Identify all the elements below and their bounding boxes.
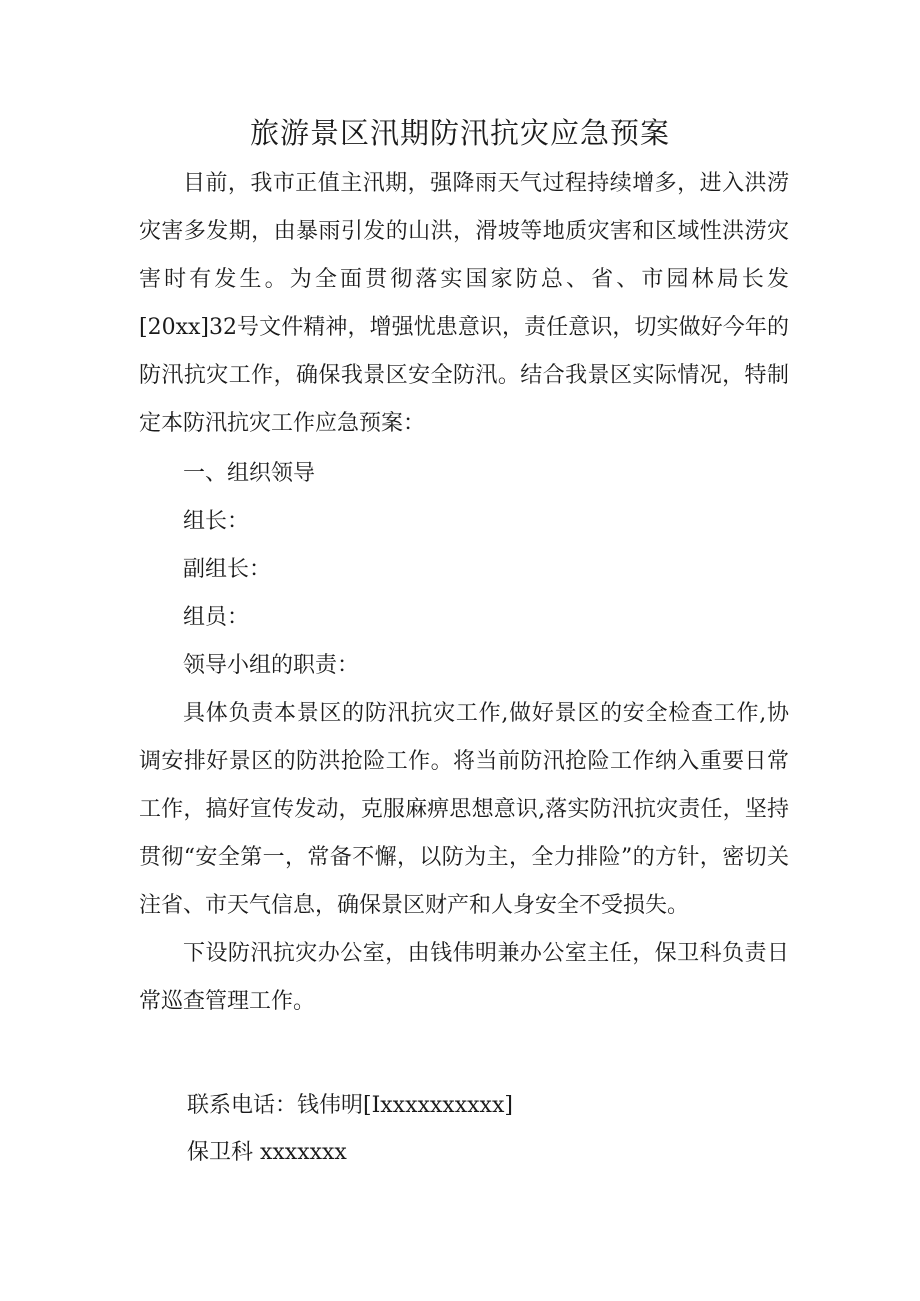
members-line: 组员： bbox=[183, 605, 250, 630]
office-paragraph: 下设防汛抗灾办公室，由钱伟明兼办公室主任，保卫科负责日常巡查管理工作。 bbox=[139, 941, 789, 1014]
duties-paragraph: 具体负责本景区的防汛抗灾工作,做好景区的安全检查工作,协调安排好景区的防洪抢险工作。将当前防汛抢险工作纳入重要日常工作，搞好宣传发动，克服麻痹思想意识,落实防汛抗灾责任，坚持贯彻“安全第一，常备不懈，以防为主，全力排险”的方针，密切关注省、市天气信息，确保景区财产和人身安全不受损失。 bbox=[139, 701, 789, 918]
section-heading-organization: 一、组织领导 bbox=[183, 461, 316, 486]
security-office-line: 保卫科 xxxxxxx bbox=[187, 1140, 347, 1165]
duties-heading: 领导小组的职责： bbox=[183, 653, 360, 678]
document-body bbox=[139, 160, 789, 1026]
contact-phone-line: 联系电话：钱伟明[Ixxxxxxxxxx] bbox=[187, 1093, 513, 1118]
leader-line: 组长： bbox=[183, 509, 250, 534]
document-title: 旅游景区汛期防汛抗灾应急预案 bbox=[249, 116, 670, 150]
deputy-leader-line: 副组长： bbox=[183, 557, 272, 582]
intro-paragraph: 目前，我市正值主汛期，强降雨天气过程持续增多，进入洪涝灾害多发期，由暴雨引发的山洪，滑坡等地质灾害和区域性洪涝灾害时有发生。为全面贯彻落实国家防总、省、市园林局长发[20xx]32号文件精神，增强忧患意识，责任意识，切实做好今年的防汛抗灾工作，确保我景区安全防汛。结合我景区实际情况，特制定本防汛抗灾工作应急预案： bbox=[139, 171, 789, 436]
